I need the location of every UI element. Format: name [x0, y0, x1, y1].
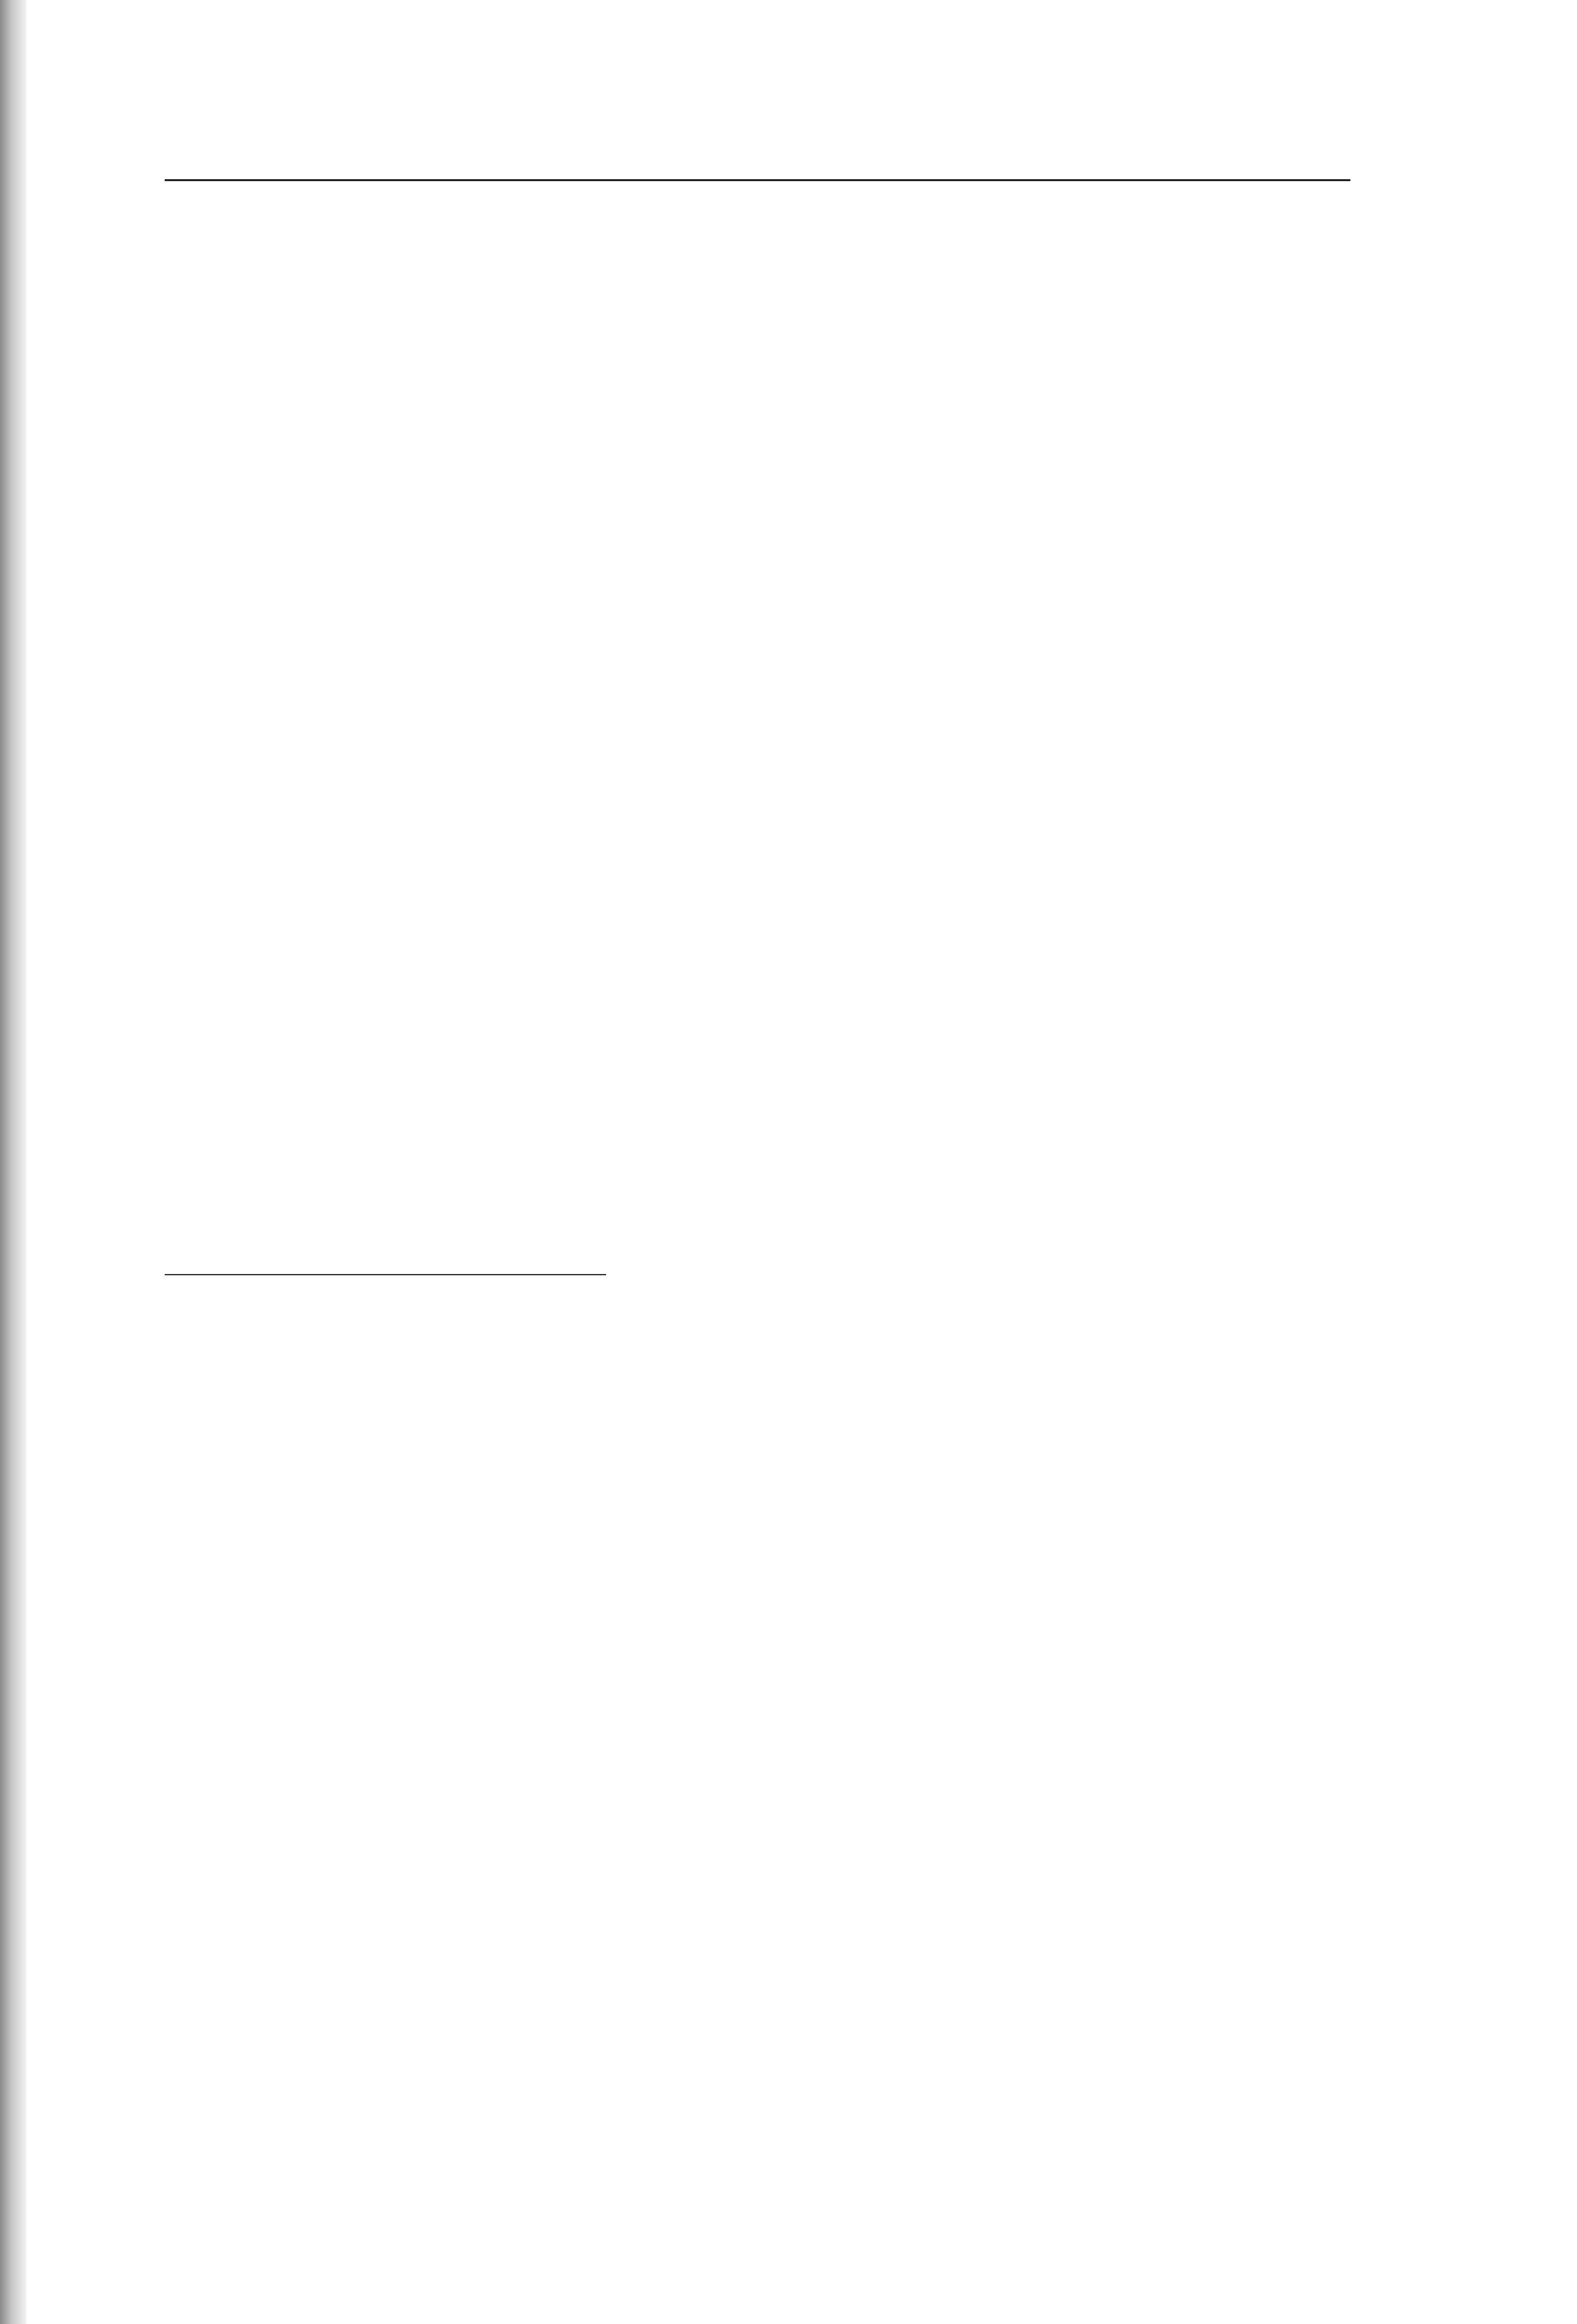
- running-header: [165, 140, 1350, 181]
- footnote-rule: [165, 1274, 606, 1275]
- scan-shadow-edge: [0, 0, 26, 2324]
